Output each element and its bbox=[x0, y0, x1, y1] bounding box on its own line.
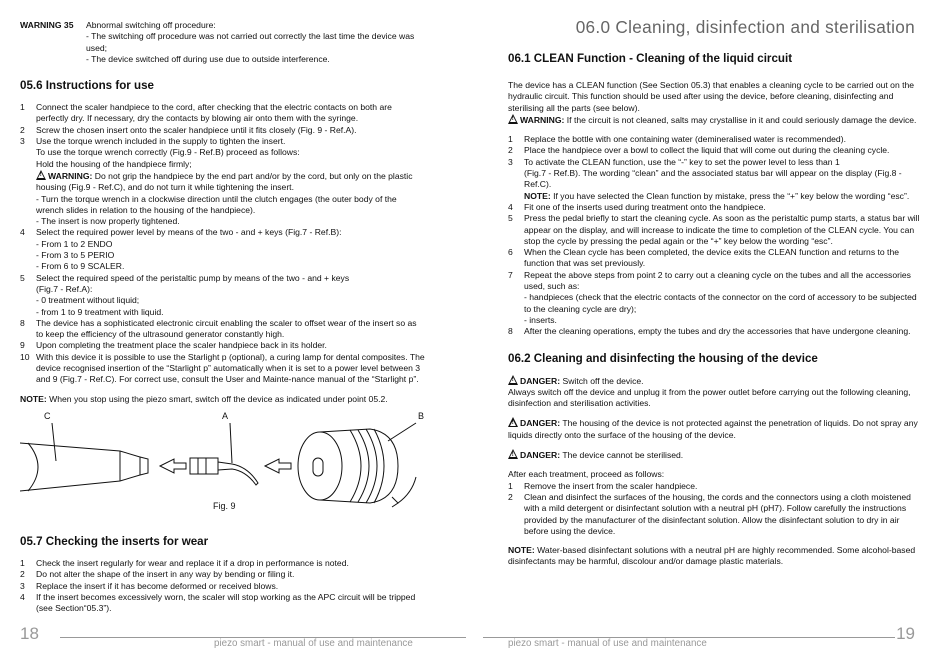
page-number-left: 18 bbox=[20, 624, 39, 643]
section-06-2-title: 06.2 Cleaning and disinfecting the housing of the device bbox=[508, 351, 818, 365]
list-item bbox=[20, 340, 425, 351]
warning-35-label: WARNING 35 bbox=[20, 20, 74, 30]
item-number: 1 bbox=[20, 557, 25, 568]
warning-triangle-icon bbox=[36, 170, 46, 180]
item-subline: - handpieces (check that the electric contacts of the connector on the cord of accessory to be subjected to the cleaning cycle are dry); bbox=[524, 292, 917, 314]
danger-label: DANGER: bbox=[520, 418, 561, 429]
note-label: NOTE: bbox=[524, 190, 551, 201]
item-4-details bbox=[20, 239, 425, 273]
spacer bbox=[508, 409, 920, 417]
item-text: Remove the insert from the scaler handpiece. bbox=[524, 480, 698, 491]
item-text: With this device it is possible to use the Starlight p (optional), a curing lamp for dental composites. The device recognised insertion of the “Starlight p” automatically when it is set to a power level between 3 and 9 (Fig.7 - Ref.C). For correct use, consult the User and Mainte-nance manual of the “Starlight p”. bbox=[36, 351, 425, 385]
danger-triangle-icon bbox=[508, 417, 518, 427]
warning-label: WARNING: bbox=[520, 114, 565, 125]
item-text: Replace the bottle with one containing water (demineralised water is recommended). bbox=[524, 134, 846, 145]
item-text: Fit one of the inserts used during treatment onto the handpiece. bbox=[524, 201, 766, 212]
warning-35-line: - The switching off procedure was not carried out correctly the last time the device was used; bbox=[86, 31, 415, 53]
spacer bbox=[508, 441, 920, 449]
warning-triangle-icon bbox=[508, 114, 518, 124]
item-number: 3 bbox=[20, 580, 25, 591]
list-item bbox=[20, 569, 425, 580]
clean-warning bbox=[508, 114, 920, 126]
item-number: 4 bbox=[508, 201, 513, 212]
warning-label: WARNING: bbox=[48, 170, 93, 181]
note-label: NOTE: bbox=[508, 545, 535, 556]
section-06-1-title: 06.1 CLEAN Function - Cleaning of the liquid circuit bbox=[508, 52, 793, 65]
list-item bbox=[508, 481, 920, 492]
section-05-6-title: 05.6 Instructions for use bbox=[20, 79, 155, 93]
danger-label: DANGER: bbox=[520, 450, 561, 461]
item-subline: - Turn the torque wrench in a clockwise direction until the clutch engages (the outer body of the wrench slides in relation to the housing of the handpiece). bbox=[36, 193, 397, 215]
note-text: If you have selected the Clean function by mistake, press the “+” key below the wording “esc”. bbox=[550, 190, 910, 201]
item-number: 5 bbox=[508, 213, 513, 224]
clean-steps-list bbox=[508, 134, 920, 337]
item-text: Clean and disinfect the surfaces of the housing, the cords and the connectors using a cloth moistened with a mild detergent or disinfectant solution with a neutral pH (pH7). Follow carefully the instructions provided by the manufacturer of the disinfectant solution. Allow the disinfectant solution to dry in air before using the device. bbox=[524, 491, 911, 536]
chapter-title: 06.0 Cleaning, disinfection and sterilisation bbox=[575, 17, 915, 37]
item-subline: (Fig.7 - Ref.A): bbox=[36, 283, 93, 294]
item-number: 7 bbox=[508, 269, 513, 280]
item-text: The device has a sophisticated electronic circuit enabling the scaler to offset wear of the insert so as to keep the efficiency of the ultrasound generator constantly high. bbox=[36, 317, 417, 340]
footer-text-right: piezo smart - manual of use and maintenance bbox=[508, 638, 707, 649]
list-item bbox=[20, 273, 425, 284]
item-subline: - From 1 to 2 ENDO bbox=[36, 238, 113, 249]
danger-liquids bbox=[508, 417, 920, 441]
stop-note bbox=[20, 394, 425, 405]
item-number: 2 bbox=[20, 124, 25, 135]
item-number: 1 bbox=[508, 134, 513, 145]
item-number: 2 bbox=[508, 491, 513, 502]
footer-text-left: piezo smart - manual of use and maintenance bbox=[214, 638, 413, 649]
figure-label-b: B bbox=[418, 410, 425, 421]
item-number: 9 bbox=[20, 340, 25, 351]
figure-caption: Fig. 9 bbox=[213, 500, 236, 511]
spacer bbox=[508, 537, 920, 545]
item-number: 2 bbox=[20, 569, 25, 580]
item-number: 5 bbox=[20, 272, 25, 283]
right-page bbox=[475, 0, 950, 662]
section-05-7-title: 05.7 Checking the inserts for wear bbox=[20, 534, 209, 548]
danger-switch-off-detail: Always switch off the device and unplug it from the power outlet before carrying out the following cleaning, disinfection and sterilisation activities. bbox=[508, 386, 911, 409]
item-subline: - From 3 to 5 PERIO bbox=[36, 250, 115, 261]
item-number: 8 bbox=[508, 326, 513, 337]
list-item bbox=[20, 558, 425, 569]
list-item bbox=[508, 145, 920, 156]
item-5-details bbox=[20, 284, 425, 318]
page-number-right: 19 bbox=[896, 624, 915, 643]
list-item bbox=[508, 247, 920, 270]
item-number: 3 bbox=[508, 156, 513, 167]
list-item bbox=[20, 581, 425, 592]
item-text: Connect the scaler handpiece to the cord, after checking that the electric contacts on both are perfectly dry. If necessary, dry the contacts by blowing air onto them with the syringe. bbox=[36, 102, 392, 124]
right-column bbox=[508, 52, 920, 568]
danger-triangle-icon bbox=[508, 375, 518, 385]
figure-label-a: A bbox=[222, 410, 229, 421]
item-subline: (Fig.7 - Ref.B). The wording “clean” and the associated status bar will appear on the display (Fig.8 - Ref.C). bbox=[524, 168, 902, 190]
list-item bbox=[20, 318, 425, 341]
warning-35-line: Abnormal switching off procedure: bbox=[86, 20, 216, 30]
wear-check-list bbox=[20, 558, 425, 614]
item-text: Select the required power level by means of the two - and + keys (Fig.7 - Ref.B): bbox=[36, 227, 342, 238]
item-text: Place the handpiece over a bowl to collect the liquid that will come out during the cleaning cycle. bbox=[524, 145, 890, 156]
item-3-details bbox=[508, 168, 920, 202]
note-label: NOTE: bbox=[20, 393, 47, 404]
list-item bbox=[20, 102, 425, 125]
item-text: Press the pedal briefly to start the cleaning cycle. As soon as the peristaltic pump starts, a status bar will appear on the display, and will increase to indicate the time to completion of the CLEAN cycle. You can stop the cycle by pressing the pedal again or the “+” key below the wording “esc”. bbox=[524, 213, 920, 246]
list-item bbox=[20, 352, 425, 386]
danger-label: DANGER: bbox=[520, 375, 561, 386]
figure-label-c: C bbox=[44, 410, 51, 421]
warning-text: Do not grip the handpiece by the end part and/or by the cord, but only on the plastic housing (Fig.9 - Ref.C), and do not turn it while tightening the insert. bbox=[36, 170, 413, 193]
item-subline: - from 1 to 9 treatment with liquid. bbox=[36, 306, 164, 317]
after-treatment-intro: After each treatment, proceed as follows: bbox=[508, 469, 665, 480]
housing-cleaning-list bbox=[508, 481, 920, 537]
spacer bbox=[508, 126, 920, 134]
item-subline: - inserts. bbox=[524, 314, 557, 325]
danger-text: The device cannot be sterilised. bbox=[560, 450, 684, 461]
list-item bbox=[508, 157, 920, 168]
list-item bbox=[508, 492, 920, 537]
item-text: Screw the chosen insert onto the scaler handpiece until it fits closely (Fig. 9 - Ref.A). bbox=[36, 124, 357, 135]
item-subline: Hold the housing of the handpiece firmly; bbox=[36, 158, 192, 169]
danger-text: The housing of the device is not protected against the penetration of liquids. Do not spray any liquids directly onto the surface of the housing of the device. bbox=[508, 418, 918, 440]
warning-35 bbox=[20, 20, 425, 65]
instructions-list bbox=[20, 102, 425, 385]
item-number: 3 bbox=[20, 136, 25, 147]
item-subline: - From 6 to 9 SCALER. bbox=[36, 261, 125, 272]
item-number: 1 bbox=[20, 102, 25, 113]
figure-9 bbox=[20, 411, 425, 521]
item-text: Upon completing the treatment place the scaler handpiece back in its holder. bbox=[36, 340, 327, 351]
item-text: Use the torque wrench included in the supply to tighten the insert. bbox=[36, 136, 286, 147]
list-item bbox=[508, 134, 920, 145]
item-text: When the Clean cycle has been completed, the device exits the CLEAN function and returns to the function that was set previously. bbox=[524, 247, 899, 269]
danger-switch-off bbox=[508, 375, 920, 387]
danger-triangle-icon bbox=[508, 449, 518, 459]
disinfectant-note bbox=[508, 545, 920, 568]
note-text: When you stop using the piezo smart, switch off the device as indicated under point 05.2. bbox=[46, 393, 388, 404]
item-text: Check the insert regularly for wear and replace it if a drop in performance is noted. bbox=[36, 557, 349, 568]
clean-intro: The device has a CLEAN function (See Section 05.3) that enables a cleaning cycle to be carried out on the hydraulic circuit. This function should be used after using the device, before cleaning, disinfecting and sterilising all the parts (see below). bbox=[508, 80, 915, 113]
list-item bbox=[20, 136, 425, 147]
item-3-note bbox=[524, 191, 920, 202]
warning-text: If the circuit is not cleaned, salts may crystallise in it and could seriously damage the device. bbox=[564, 114, 917, 125]
item-number: 8 bbox=[20, 317, 25, 328]
list-item bbox=[508, 213, 920, 247]
spacer bbox=[508, 461, 920, 469]
item-subline: - 0 treatment without liquid; bbox=[36, 295, 140, 306]
list-item bbox=[508, 326, 920, 337]
list-item bbox=[20, 592, 425, 615]
item-subline: To use the torque wrench correctly (Fig.9 - Ref.B) proceed as follows: bbox=[36, 147, 300, 158]
list-item bbox=[20, 227, 425, 238]
item-number: 10 bbox=[20, 351, 30, 362]
danger-text: Switch off the device. bbox=[560, 375, 644, 386]
item-number: 6 bbox=[508, 247, 513, 258]
item-7-details bbox=[508, 292, 920, 326]
item-text: Repeat the above steps from point 2 to carry out a cleaning cycle on the tubes and all the accessories used, such as: bbox=[524, 269, 911, 292]
spacer bbox=[20, 386, 425, 394]
note-text: Water-based disinfectant solutions with a neutral pH are highly recommended. Some alcohol-based disinfectants may be harmful, discolour and/or damage plastic materials. bbox=[508, 545, 916, 567]
list-item bbox=[508, 270, 920, 293]
item-number: 4 bbox=[20, 591, 25, 602]
item-3-details bbox=[20, 147, 425, 227]
item-text: If the insert becomes excessively worn, the scaler will stop working as the APC circuit will be tripped (see Section“05.3”). bbox=[36, 591, 416, 614]
warning-35-text bbox=[86, 20, 425, 65]
item-subline: - The insert is now properly tightened. bbox=[36, 216, 180, 227]
danger-sterilise bbox=[508, 449, 920, 461]
item-number: 4 bbox=[20, 227, 25, 238]
item-number: 1 bbox=[508, 480, 513, 491]
item-text: Do not alter the shape of the insert in any way by bending or filing it. bbox=[36, 569, 295, 580]
item-text: Replace the insert if it has become deformed or received blows. bbox=[36, 580, 279, 591]
list-item bbox=[508, 202, 920, 213]
list-item bbox=[20, 125, 425, 136]
item-text: After the cleaning operations, empty the tubes and dry the accessories that have undergone cleaning. bbox=[524, 326, 911, 337]
item-number: 2 bbox=[508, 145, 513, 156]
torque-warning bbox=[36, 170, 425, 194]
item-text: Select the required speed of the peristaltic pump by means of the two - and + keys bbox=[36, 272, 350, 283]
item-text: To activate the CLEAN function, use the “-” key to set the power level to less than 1 bbox=[524, 156, 840, 167]
warning-35-line: - The device switched off during use due to outside interference. bbox=[86, 53, 330, 64]
left-column bbox=[20, 20, 425, 614]
